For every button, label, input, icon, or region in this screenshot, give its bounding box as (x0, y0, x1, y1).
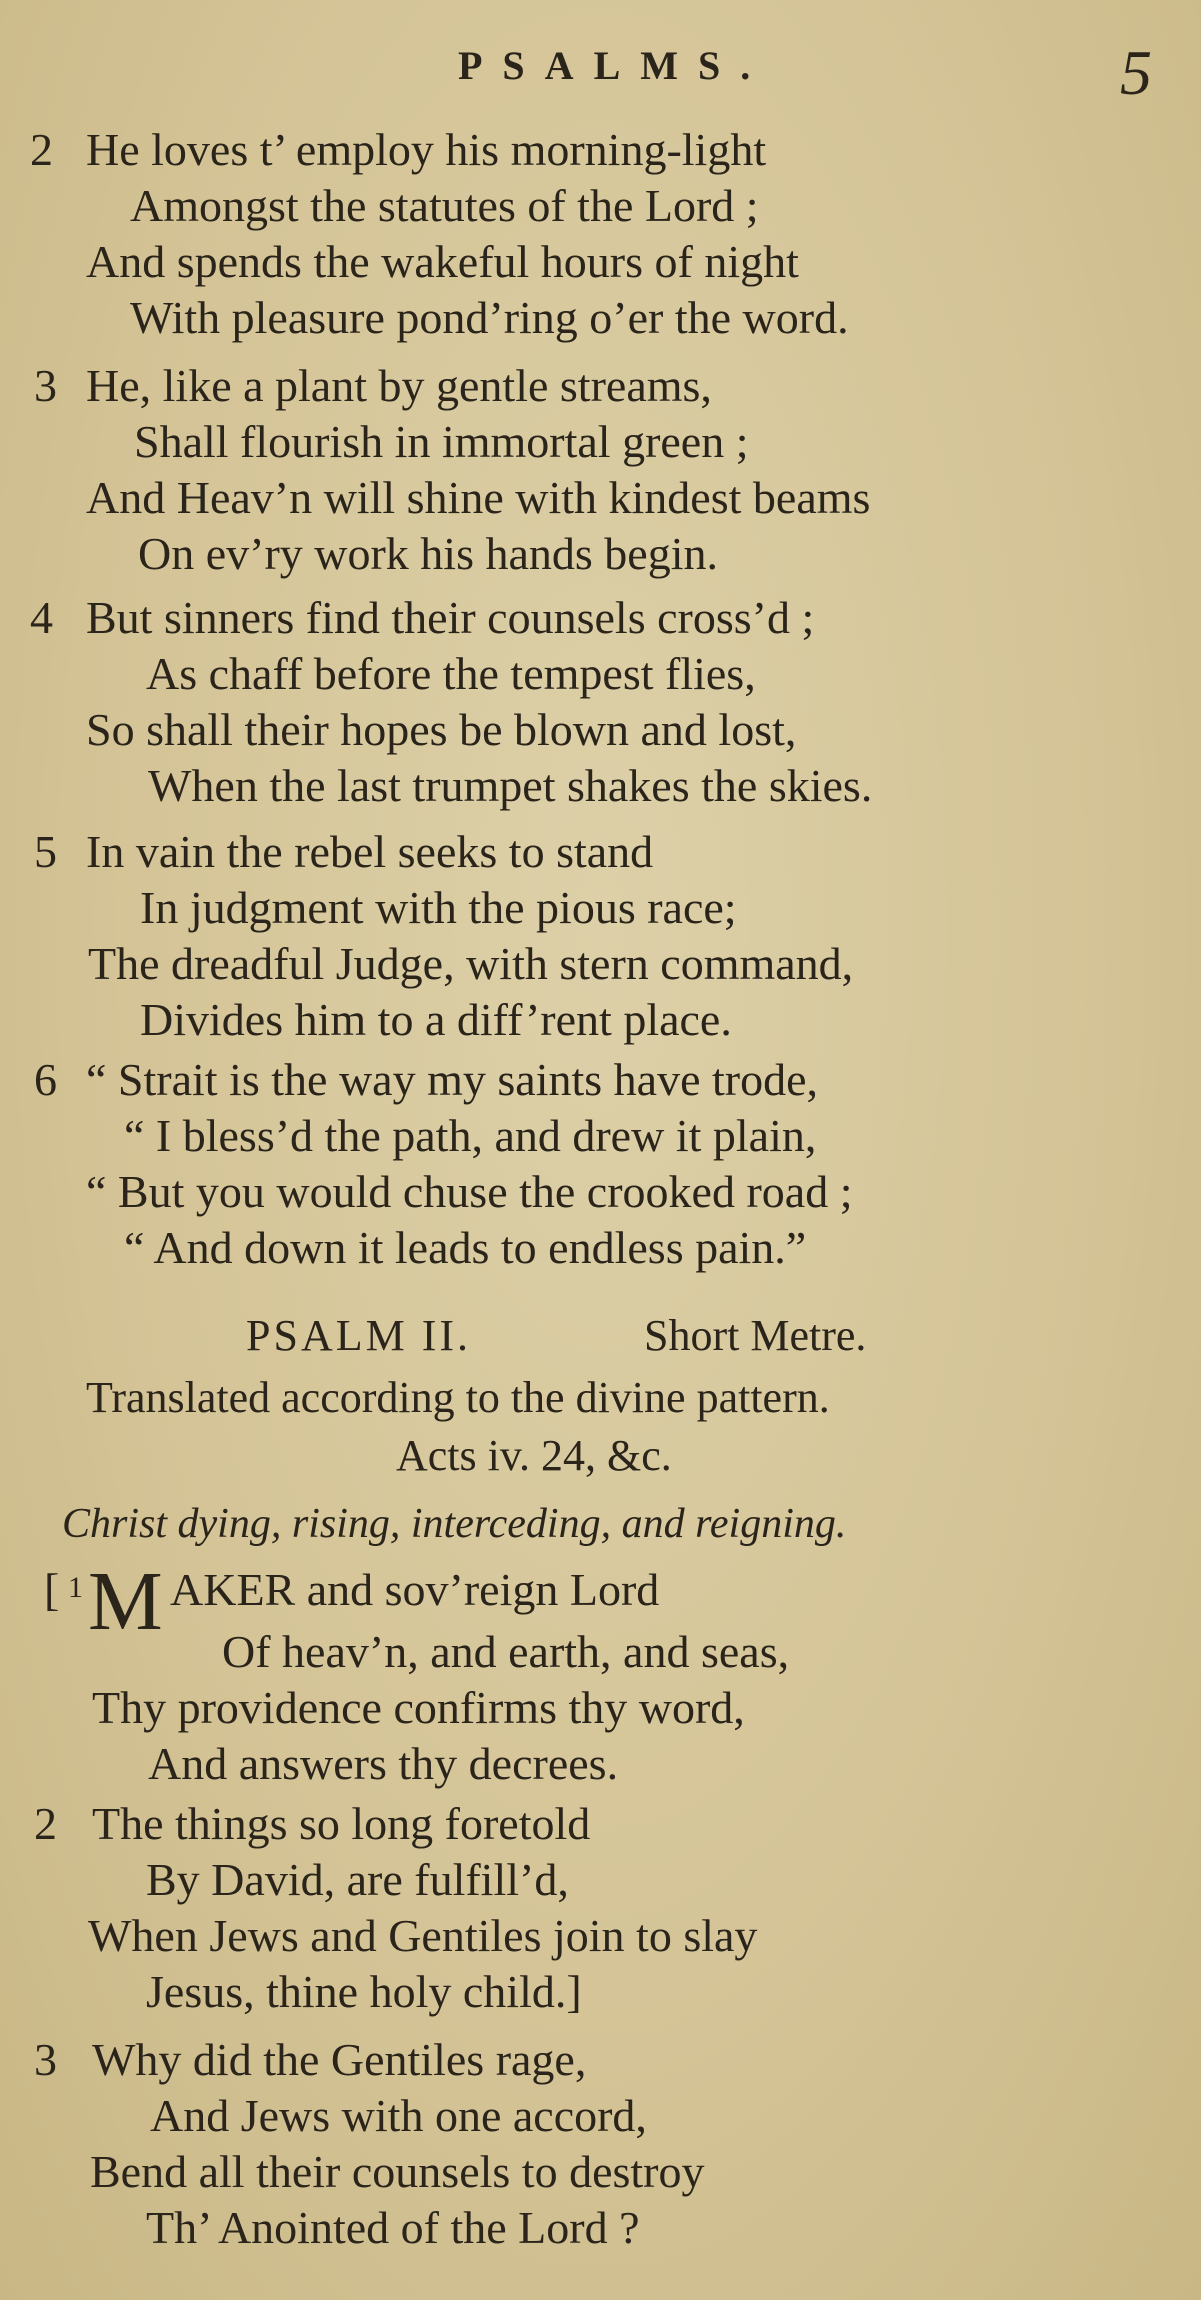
page-number: 5 (1120, 37, 1152, 108)
verse-line: Why did the Gentiles rage, (92, 2034, 587, 2085)
verse-line: With pleasure pond’ring o’er the word. (130, 292, 849, 343)
psalm-argument: Christ dying, rising, interceding, and reigning. (62, 1501, 847, 1547)
verse-line: And Jews with one accord, (150, 2090, 647, 2141)
verse-line: “ But you would chuse the crooked road ; (86, 1166, 853, 1217)
verse-line: On ev’ry work his hands begin. (138, 528, 719, 579)
verse-line: “ And down it leads to endless pain.” (124, 1222, 807, 1273)
verse-line: Shall flourish in immortal green ; (134, 416, 749, 467)
verse-line: “ I bless’d the path, and drew it plain, (124, 1110, 817, 1161)
verse-line: In judgment with the pious race; (140, 882, 737, 933)
verse-line: And spends the wakeful hours of night (86, 236, 799, 287)
verse-line: Th’ Anointed of the Lord ? (146, 2202, 640, 2253)
verse-line: “ Strait is the way my saints have trode, (86, 1054, 819, 1105)
verse-line: Jesus, thine holy child.] (146, 1966, 582, 2017)
verse-line: Bend all their counsels to destroy (90, 2146, 705, 2197)
verse-line: Divides him to a diff’rent place. (140, 994, 732, 1045)
verse-number: 2 (34, 1798, 57, 1849)
verse-number: 3 (34, 360, 57, 411)
verse-line: The dreadful Judge, with stern command, (88, 938, 854, 989)
verse-line: AKER and sov’reign Lord (170, 1564, 660, 1615)
verse-line: The things so long foretold (92, 1798, 591, 1849)
verse-number: 4 (30, 592, 53, 643)
running-header: PSALMS. (458, 43, 771, 88)
psalm-metre: Short Metre. (644, 1311, 867, 1360)
verse-line: As chaff before the tempest flies, (146, 648, 756, 699)
verse-number: 6 (34, 1054, 57, 1105)
verse-line: In vain the rebel seeks to stand (86, 826, 654, 877)
psalm-reference: Acts iv. 24, &c. (396, 1431, 672, 1480)
verse-line: And answers thy decrees. (148, 1738, 619, 1789)
verse-line: So shall their hopes be blown and lost, (86, 704, 797, 755)
verse-number: 3 (34, 2034, 57, 2085)
verse-line: By David, are fulfill’d, (146, 1854, 569, 1905)
verse-number: 2 (30, 124, 53, 175)
verse-line: Of heav’n, and earth, and seas, (222, 1626, 790, 1677)
psalm-heading: PSALM II. (246, 1311, 472, 1360)
verse-number: 5 (34, 826, 57, 877)
verse-line: He loves t’ employ his morning-light (86, 124, 767, 175)
psalm-subtitle: Translated according to the divine pattern. (86, 1373, 830, 1422)
verse-line: When the last trumpet shakes the skies. (148, 760, 873, 811)
drop-cap: M (88, 1555, 163, 1648)
verse-number: 1 (68, 1571, 83, 1604)
opening-bracket: [ (44, 1564, 60, 1615)
verse-line: Amongst the statutes of the Lord ; (130, 180, 759, 231)
verse-line: When Jews and Gentiles join to slay (88, 1910, 758, 1961)
verse-line: But sinners find their counsels cross’d ; (86, 592, 815, 643)
verse-line: And Heav’n will shine with kindest beams (86, 472, 871, 523)
verse-line: Thy providence confirms thy word, (92, 1682, 745, 1733)
verse-line: He, like a plant by gentle streams, (86, 360, 712, 411)
